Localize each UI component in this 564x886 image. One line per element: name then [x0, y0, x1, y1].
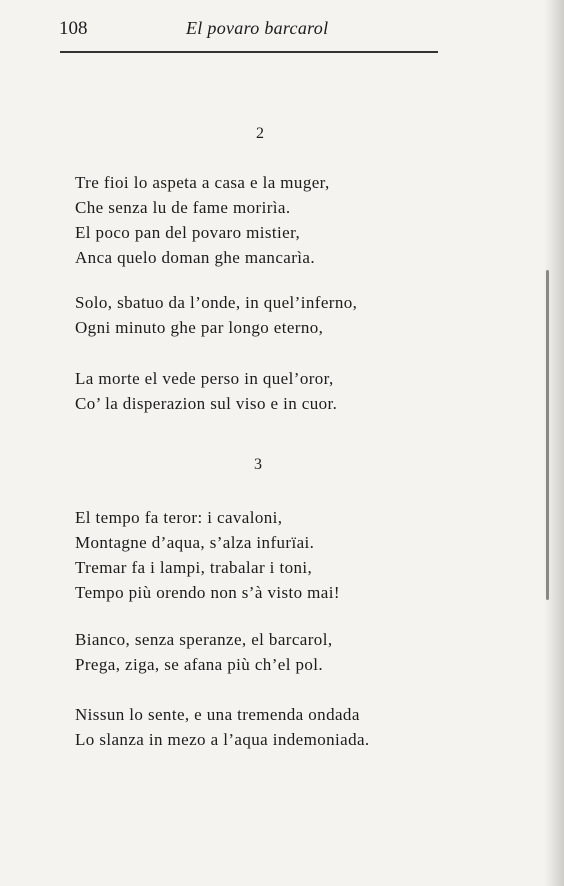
stanza	[75, 366, 337, 416]
verse-line: Anca quelo doman ghe mancarìa.	[75, 248, 315, 267]
verse-line: Co’ la disperazion sul viso e in cuor.	[75, 394, 338, 413]
verse-line: Che senza lu de fame morirìa.	[75, 198, 291, 217]
stanza	[75, 290, 357, 340]
stanza	[75, 627, 332, 677]
verse-line: Bianco, senza speranze, el barcarol,	[75, 630, 333, 649]
page-number: 108	[59, 18, 88, 39]
verse-line: Tre fioi lo aspeta a casa e la muger,	[75, 173, 330, 192]
verse-line: El tempo fa teror: i cavaloni,	[75, 508, 283, 527]
stanza	[75, 170, 330, 270]
verse-line: Tempo più orendo non s’à visto mai!	[75, 583, 340, 602]
verse-line: Ogni minuto ghe par longo eterno,	[75, 318, 324, 337]
section-number: 2	[256, 125, 264, 142]
verse-line: Montagne d’aqua, s’alza infurïai.	[75, 533, 315, 552]
running-title: El povaro barcarol	[186, 18, 329, 38]
section-number: 3	[254, 456, 262, 473]
verse-line: Lo slanza in mezo a l’aqua indemoniada.	[75, 730, 370, 749]
stanza	[75, 505, 340, 605]
verse-line: La morte el vede perso in quel’oror,	[75, 369, 334, 388]
verse-line: Prega, ziga, se afana più ch’el pol.	[75, 655, 324, 674]
verse-line: Tremar fa i lampi, trabalar i toni,	[75, 558, 313, 577]
verse-line: Nissun lo sente, e una tremenda ondada	[75, 705, 360, 724]
page-edge-mark	[546, 270, 549, 600]
verse-line: El poco pan del povaro mistier,	[75, 223, 301, 242]
header-rule	[60, 51, 438, 53]
stanza	[75, 702, 370, 752]
verse-line: Solo, sbatuo da l’onde, in quel’inferno,	[75, 293, 358, 312]
